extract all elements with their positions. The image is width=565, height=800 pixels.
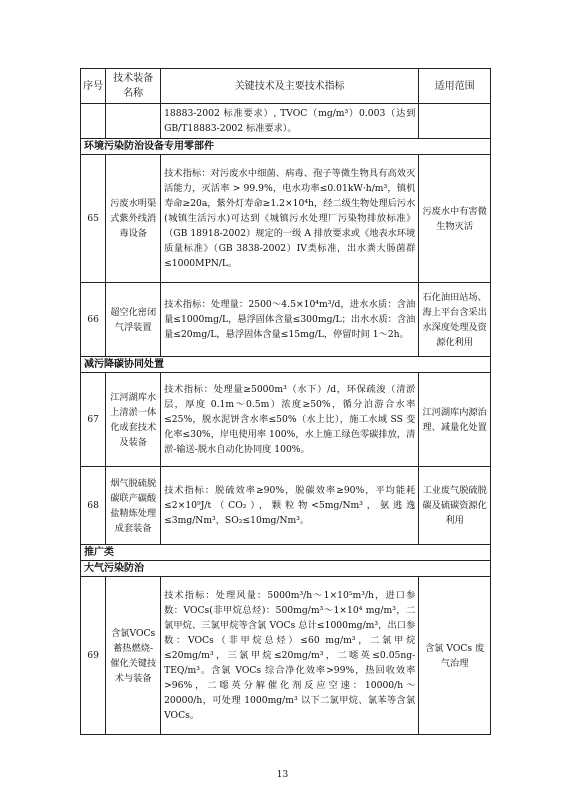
section-heading-promo: 推广类 bbox=[81, 545, 491, 561]
row-name: 污废水明渠式紫外线消毒设备 bbox=[106, 155, 161, 283]
table-row bbox=[81, 467, 491, 545]
continued-tech-text: 18883-2002 标准要求）, TVOC（mg/m³）0.003（达到 GB/T18883-2002 标准要求）。 bbox=[161, 104, 419, 139]
row-no: 68 bbox=[81, 467, 106, 545]
table-row bbox=[81, 577, 491, 735]
table-row bbox=[81, 283, 491, 357]
row-no: 69 bbox=[81, 577, 106, 735]
table-row bbox=[81, 373, 491, 467]
row-name: 超空化密闭气浮装置 bbox=[106, 283, 161, 357]
section-heading-reduction: 减污降碳协同处置 bbox=[81, 357, 491, 373]
row-tech: 技术指标：对污废水中细菌、病毒、孢子等微生物具有高效灭活能力，灭活率 > 99.9%，电水功率≤0.01kW·h/m³，镇机寿命≥20a，紫外灯寿命≥1.2×10⁴h，经二级生物处理后污水(城镇生活污水)可达到《城镇污水处理厂污染物排放标准》（GB 18918-2002）规定的一级 A 排放要求或《地表水环境质量标准》（GB 3838-2002）IV类标准，出水粪大肠菌群≤1000MPN/L。 bbox=[161, 155, 419, 283]
row-scope: 含氯 VOCs 废气治理 bbox=[419, 577, 491, 735]
header-tech: 关键技术及主要技术指标 bbox=[161, 69, 419, 104]
row-scope: 石化油田站场、海上平台含采出水深度处理及资源化利用 bbox=[419, 283, 491, 357]
table-row bbox=[81, 155, 491, 283]
page-number: 13 bbox=[276, 770, 289, 780]
row-tech: 技术指标：处理量：2500～4.5×10⁴m³/d，进水水质：含油量≤1000mg/L，悬浮固体含量≤300mg/L；出水水质：含油量≤20mg/L，悬浮固体含量≤15mg/L，停留时间 1～2h。 bbox=[161, 283, 419, 357]
section-heading-env-parts: 环境污染防治设备专用零部件 bbox=[81, 139, 491, 155]
section-row bbox=[81, 545, 491, 561]
row-name: 含氯VOCs 蓄热燃烧-催化关键技术与装备 bbox=[106, 577, 161, 735]
row-name: 烟气脱硫脱碳联产碳酸盐精炼处理成套装备 bbox=[106, 467, 161, 545]
standards-table bbox=[80, 68, 491, 735]
header-scope: 适用范围 bbox=[419, 69, 491, 104]
row-tech: 技术指标：脱硫效率≥90%，脱碳效率≥90%，平均能耗≤2×10⁹J/t（CO₂），颗粒物<5mg/Nm³，氨逃逸≤3mg/Nm³，SO₂≤10mg/Nm³。 bbox=[161, 467, 419, 545]
table-row-continued bbox=[81, 104, 491, 139]
section-row bbox=[81, 357, 491, 373]
row-scope: 工业废气脱硫脱碳及硫碳资源化利用 bbox=[419, 467, 491, 545]
row-tech: 技术指标：处理风量：5000m³/h～1×10⁵m³/h，进口参数：VOCs(非甲烷总烃)：500mg/m³～1×10⁴ mg/m³，二氯甲烷、三氯甲烷等含氯 VOCs 总计≤1000mg/m³，出口参数：VOCs（非甲烷总烃）≤60 mg/m³，二氯甲烷≤20mg/m³，三氯甲烷≤20mg/m³，二噁英≤0.05ng-TEQ/m³。含氯 VOCs 综合净化效率>99%，热回收效率>96%，二噁英分解催化剂反应空速：10000/h～20000/h，可处理 1000mg/m³ 以下二氯甲烷、氯苯等含氯 VOCs。 bbox=[161, 577, 419, 735]
section-row bbox=[81, 139, 491, 155]
header-name: 技术装备名称 bbox=[106, 69, 161, 104]
row-scope: 江河湖库内源治理、减量化处置 bbox=[419, 373, 491, 467]
section-heading-air: 大气污染防治 bbox=[81, 561, 491, 577]
row-name: 江河湖库水上清淤一体化成套技术及装备 bbox=[106, 373, 161, 467]
row-no: 66 bbox=[81, 283, 106, 357]
row-tech: 技术指标：处理量≥5000m³（水下）/d，环保疏浚（清淤层，厚度 0.1m～0.5m）浓度≥50%，循分泊游合水率≤25%，脱水泥饼含水率≤50%（水上比），施工水域 SS 变化率≤30%，岸电使用率 100%，水上施工绿色零碳排放，清淤-输送-脱水自动化协同度 100%。 bbox=[161, 373, 419, 467]
row-no: 67 bbox=[81, 373, 106, 467]
header-no: 序号 bbox=[81, 69, 106, 104]
row-scope: 污废水中有害微生物灭活 bbox=[419, 155, 491, 283]
row-no: 65 bbox=[81, 155, 106, 283]
header-row bbox=[81, 69, 491, 104]
section-row bbox=[81, 561, 491, 577]
